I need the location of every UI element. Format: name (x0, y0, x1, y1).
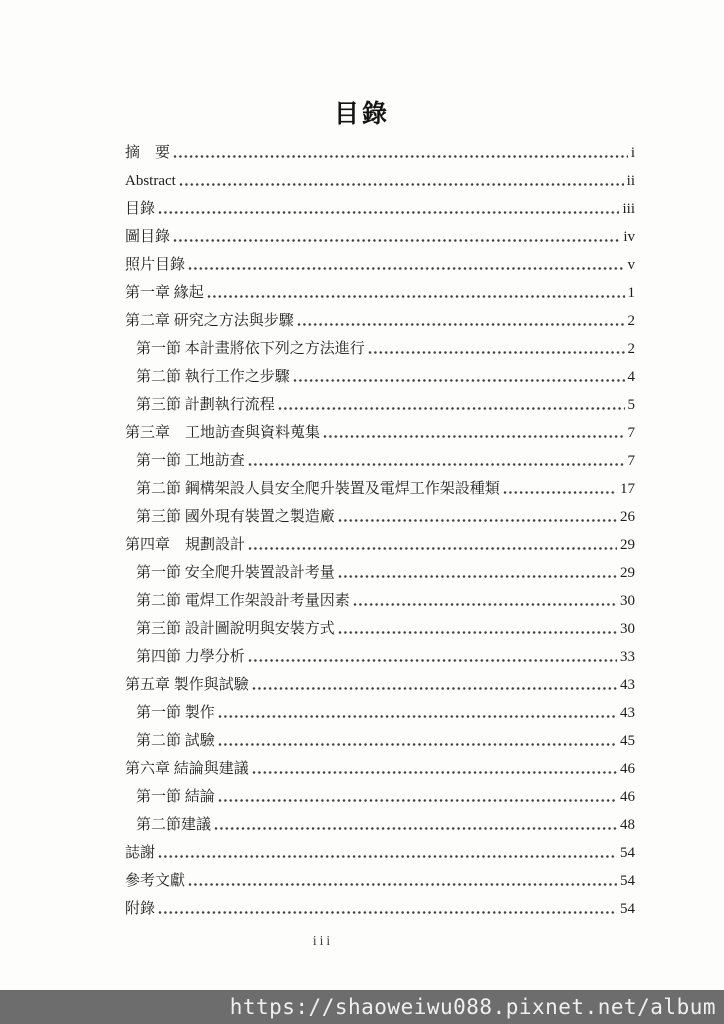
toc-entry-page: 46 (620, 761, 635, 777)
dot-leader (179, 182, 624, 187)
toc-entry (125, 694, 635, 722)
toc-entry-label: 第一節 安全爬升裝置設計考量 (136, 565, 335, 581)
dot-leader (218, 742, 617, 747)
toc-entry (125, 890, 635, 918)
dot-leader (368, 350, 625, 355)
watermark-url: https://shaoweiwu088.pixnet.net/album (229, 995, 716, 1019)
toc-entry (125, 442, 635, 470)
toc-entry-page: ii (626, 173, 635, 189)
toc-entry-label: 第一章 緣起 (125, 285, 204, 301)
toc-entry (125, 386, 635, 414)
toc-entry (125, 358, 635, 386)
toc-entry-label: 第五章 製作與試驗 (125, 677, 249, 693)
toc-entry (125, 582, 635, 610)
toc-entry (125, 526, 635, 554)
toc-entry (125, 778, 635, 806)
dot-leader (218, 798, 617, 803)
page-title: 目錄 (333, 101, 390, 128)
toc-entry-page: iii (622, 201, 635, 217)
toc-entry-label: 參考文獻 (125, 873, 186, 889)
toc-entry (125, 498, 635, 526)
toc-entry-label: 摘 要 (125, 145, 171, 161)
toc-entry-page: 54 (620, 845, 635, 861)
toc-entry (125, 638, 635, 666)
toc-entry (125, 722, 635, 750)
toc-entry (125, 750, 635, 778)
toc-entry-page: 26 (620, 509, 635, 525)
toc-entry-page: 54 (620, 901, 635, 917)
toc-entry-page: 45 (620, 733, 635, 749)
footer-page-number: iii (312, 933, 334, 948)
toc-entry-page: 4 (627, 369, 635, 385)
toc-entry (125, 330, 635, 358)
toc-entry-page: 29 (620, 565, 635, 581)
toc-entry-label: 目錄 (125, 201, 156, 217)
dot-leader (252, 686, 617, 691)
toc-entry-label: Abstract (125, 173, 176, 189)
toc-entry (125, 190, 635, 218)
dot-leader (252, 770, 617, 775)
toc-entry-label: 第四節 力學分析 (136, 649, 245, 665)
toc-entry-page: 30 (620, 593, 635, 609)
dot-leader (338, 518, 617, 523)
toc-entry-label: 第四章 規劃設計 (125, 537, 246, 553)
toc-entry-page: 2 (627, 341, 635, 357)
toc-entry-page: v (627, 257, 635, 273)
toc-entry-label: 第二節 試驗 (136, 733, 215, 749)
toc-entry (125, 554, 635, 582)
toc-entry-label: 第二章 研究之方法與步驟 (125, 313, 294, 329)
toc-entry (125, 274, 635, 302)
toc-entry-label: 照片目錄 (125, 257, 186, 273)
toc-entry-page: 17 (620, 481, 635, 497)
toc-entry-page: i (630, 145, 635, 161)
toc-entry (125, 666, 635, 694)
dot-leader (248, 546, 617, 551)
dot-leader (158, 910, 617, 915)
dot-leader (338, 630, 617, 635)
dot-leader (353, 602, 617, 607)
toc-entry-page: 29 (620, 537, 635, 553)
dot-leader (323, 434, 624, 439)
dot-leader (173, 238, 620, 243)
toc-entry-label: 第二節 電焊工作架設計考量因素 (136, 593, 350, 609)
toc-entry-page: 7 (627, 453, 635, 469)
toc-entry (125, 610, 635, 638)
watermark-bar (0, 990, 724, 1024)
toc-entry (125, 218, 635, 246)
toc-entry-label: 第一節 本計畫將依下列之方法進行 (136, 341, 365, 357)
dot-leader (297, 322, 625, 327)
toc-entry-label: 第三節 國外現有裝置之製造廠 (136, 509, 335, 525)
dot-leader (158, 210, 619, 215)
dot-leader (293, 378, 625, 383)
dot-leader (248, 658, 617, 663)
dot-leader (248, 462, 625, 467)
toc-entry-label: 第一節 結論 (136, 789, 215, 805)
toc-entry (125, 414, 635, 442)
toc-entry-label: 第二節 執行工作之步驟 (136, 369, 290, 385)
toc-entry-page: 46 (620, 789, 635, 805)
toc-entry-page: 7 (627, 425, 635, 441)
dot-leader (503, 490, 617, 495)
toc-entry-page: 30 (620, 621, 635, 637)
toc-entry-label: 圖目錄 (125, 229, 171, 245)
dot-leader (214, 826, 617, 831)
toc-list (125, 134, 635, 918)
toc-entry (125, 246, 635, 274)
toc-entry-page: 2 (627, 313, 635, 329)
toc-entry-page: 43 (620, 705, 635, 721)
toc-entry-label: 第一節 製作 (136, 705, 215, 721)
toc-entry (125, 470, 635, 498)
toc-entry-label: 第三節 設計圖說明與安裝方式 (136, 621, 335, 637)
toc-entry-page: iv (623, 229, 635, 245)
toc-entry-label: 第六章 結論與建議 (125, 761, 249, 777)
dot-leader (207, 294, 625, 299)
dot-leader (338, 574, 617, 579)
toc-entry-label: 第三節 計劃執行流程 (136, 397, 275, 413)
toc-entry-page: 5 (627, 397, 635, 413)
dot-leader (188, 882, 617, 887)
toc-entry-page: 54 (620, 873, 635, 889)
toc-entry-page: 48 (620, 817, 635, 833)
toc-entry-label: 第二節 鋼構架設人員安全爬升裝置及電焊工作架設種類 (136, 481, 500, 497)
toc-entry (125, 862, 635, 890)
toc-entry (125, 134, 635, 162)
toc-entry (125, 806, 635, 834)
dot-leader (188, 266, 624, 271)
toc-entry-label: 第一節 工地訪查 (136, 453, 245, 469)
dot-leader (158, 854, 617, 859)
toc-entry-page: 43 (620, 677, 635, 693)
toc-entry-page: 1 (627, 285, 635, 301)
dot-leader (173, 154, 628, 159)
toc-entry (125, 302, 635, 330)
toc-entry-label: 附錄 (125, 901, 156, 917)
dot-leader (278, 406, 625, 411)
toc-entry-label: 第二節建議 (136, 817, 212, 833)
toc-entry-page: 33 (620, 649, 635, 665)
toc-entry (125, 162, 635, 190)
dot-leader (218, 714, 617, 719)
toc-entry-label: 誌謝 (125, 845, 156, 861)
toc-entry (125, 834, 635, 862)
toc-entry-label: 第三章 工地訪查與資料蒐集 (125, 425, 321, 441)
